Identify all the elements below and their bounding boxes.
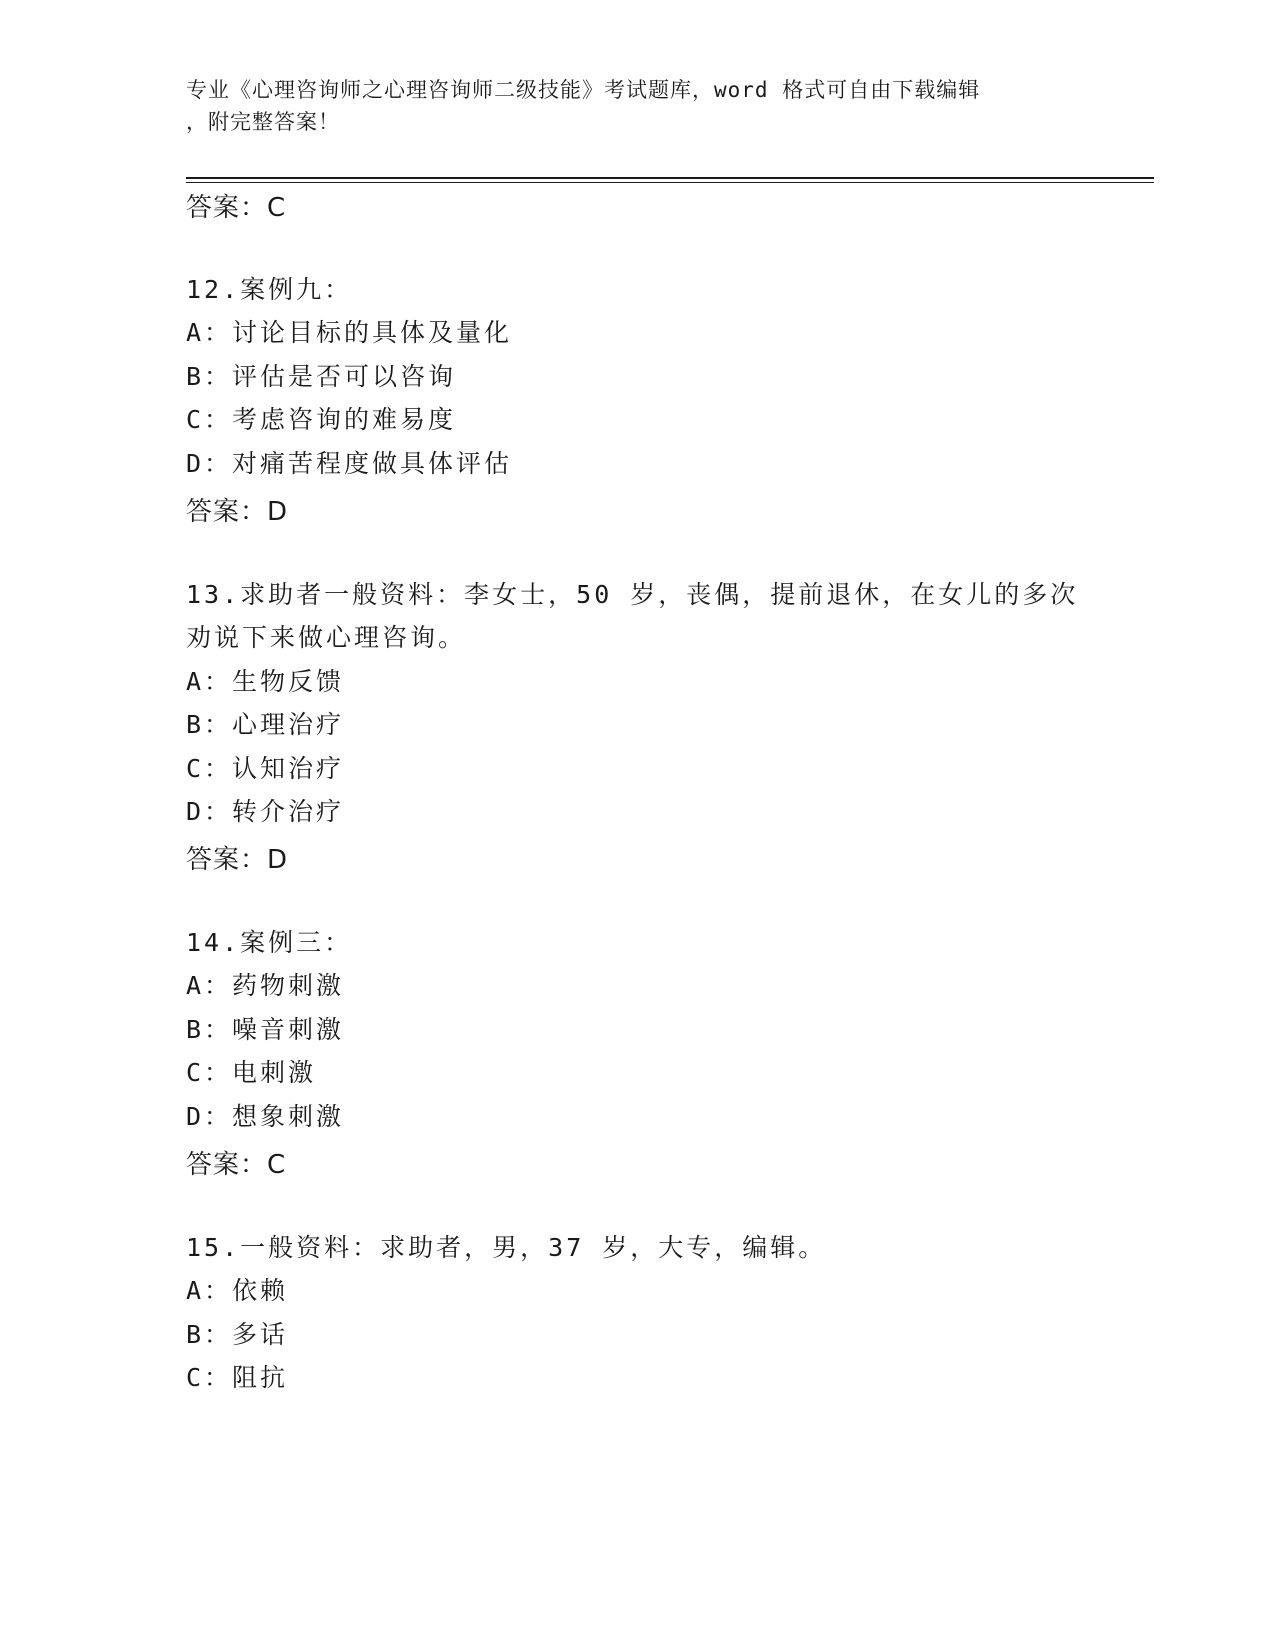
question-13-option-a: A：生物反馈 xyxy=(186,667,345,696)
question-15-stem: 15.一般资料：求助者，男，37 岁，大专，编辑。 xyxy=(186,1233,827,1262)
header-rule-thin xyxy=(186,182,1154,183)
question-15-option-c: C：阻抗 xyxy=(186,1363,289,1392)
header-line-1: 专业《心理咨询师之心理咨询师二级技能》考试题库，word 格式可自由下载编辑 xyxy=(186,78,981,102)
question-13-answer: 答案：D xyxy=(186,845,289,875)
question-12-stem: 12.案例九： xyxy=(186,275,353,304)
question-13-option-d: D：转介治疗 xyxy=(186,797,345,826)
question-13-option-b: B：心理治疗 xyxy=(186,710,345,739)
question-15-option-a: A：依赖 xyxy=(186,1276,289,1305)
question-14-stem: 14.案例三： xyxy=(186,928,353,957)
question-15-option-b: B：多话 xyxy=(186,1320,289,1349)
question-14-option-a: A：药物刺激 xyxy=(186,971,345,1000)
question-12-option-d: D：对痛苦程度做具体评估 xyxy=(186,449,513,478)
question-14-option-c: C：电刺激 xyxy=(186,1058,317,1087)
question-14-answer: 答案：C xyxy=(186,1150,287,1180)
header-line-2: ，附完整答案！ xyxy=(186,110,340,134)
question-13-stem-line-2: 劝说下来做心理咨询。 xyxy=(186,623,467,652)
question-12-answer: 答案：D xyxy=(186,497,289,527)
answer-prev: 答案：C xyxy=(186,193,287,223)
question-12-option-b: B：评估是否可以咨询 xyxy=(186,362,457,391)
question-14-option-b: B：噪音刺激 xyxy=(186,1015,345,1044)
question-13-stem-line-1: 13.求助者一般资料：李女士，50 岁，丧偶，提前退休，在女儿的多次 xyxy=(186,580,1079,609)
question-14-option-d: D：想象刺激 xyxy=(186,1102,345,1131)
question-12-option-a: A：讨论目标的具体及量化 xyxy=(186,318,513,347)
question-13-option-c: C：认知治疗 xyxy=(186,754,345,783)
header-rule-thick xyxy=(186,177,1154,179)
question-12-option-c: C：考虑咨询的难易度 xyxy=(186,405,457,434)
document-header xyxy=(186,74,1066,138)
document-page xyxy=(186,0,1154,1650)
